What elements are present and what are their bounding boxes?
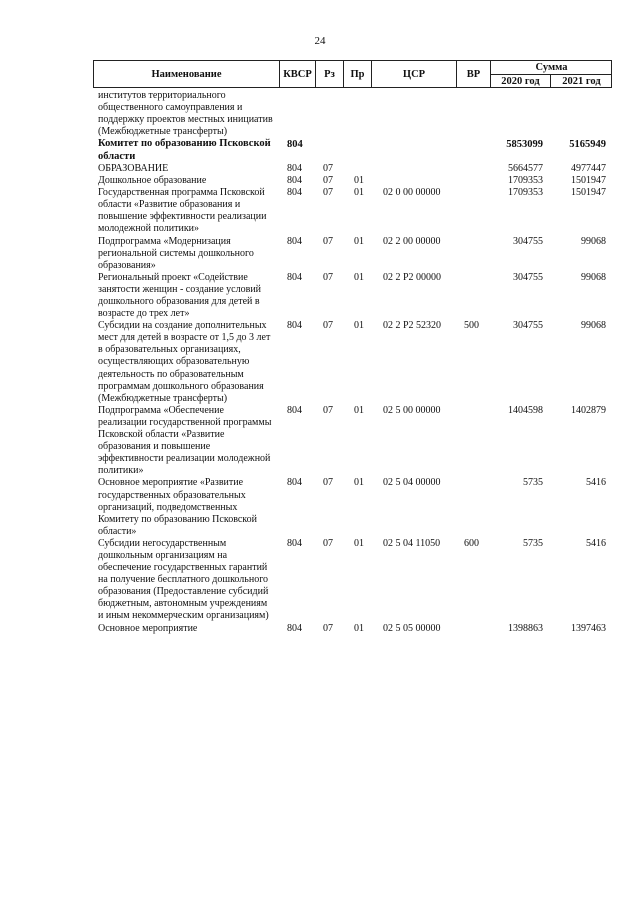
sum-2021-cell: 1402879 xyxy=(571,404,606,416)
pr-cell: 01 xyxy=(354,477,364,489)
sum-2020-cell: 5735 xyxy=(523,537,543,549)
pr-cell: 01 xyxy=(354,271,364,283)
sum-2021-cell: 5416 xyxy=(586,477,606,489)
header-name: Наименование xyxy=(94,61,280,87)
rz-cell: 07 xyxy=(323,271,333,283)
row-name: Дошкольное образование xyxy=(98,175,207,187)
sum-2020-cell: 1709353 xyxy=(508,175,543,187)
table-row xyxy=(0,405,640,478)
sum-2020-cell: 304755 xyxy=(513,271,543,283)
table-row xyxy=(0,623,640,635)
row-name: Основное мероприятие xyxy=(98,622,198,634)
kvsr-cell: 804 xyxy=(287,175,302,187)
sum-2020-cell: 1404598 xyxy=(508,404,543,416)
pr-cell: 01 xyxy=(354,187,364,199)
sum-2021-cell: 99068 xyxy=(581,271,606,283)
sum-2020-cell: 5735 xyxy=(523,477,543,489)
row-name: Подпрограмма «Обеспечение реализации государственной программы Псковской области «Развитие образования и повышение эффективности реализации молодежной политики» xyxy=(98,404,272,477)
sum-2021-cell: 1501947 xyxy=(571,175,606,187)
row-name: Государственная программа Псковской области «Развитие образования и повышение эффективности реализации молодежной политики» xyxy=(98,187,267,235)
kvsr-cell: 804 xyxy=(287,320,302,332)
sum-2020-cell: 5664577 xyxy=(508,162,543,174)
pr-cell: 01 xyxy=(354,537,364,549)
table-row xyxy=(0,320,640,405)
sum-2021-cell: 1501947 xyxy=(571,187,606,199)
row-name: Субсидии негосударственным дошкольным организациям на обеспечение государственных гарантий на получение бесплатного дошкольного образования (Предоставление субсидий бюджетным, автономным учреждениям и иным некоммерческим организациям) xyxy=(98,537,269,622)
csr-cell: 02 2 P2 00000 xyxy=(383,271,442,283)
table-header xyxy=(93,60,612,88)
table-row xyxy=(0,187,640,235)
kvsr-cell: 804 xyxy=(287,235,302,247)
header-year-2021: 2021 год xyxy=(562,76,601,87)
header-rz: Рз xyxy=(316,61,344,87)
rz-cell: 07 xyxy=(323,187,333,199)
kvsr-cell: 804 xyxy=(287,537,302,549)
pr-cell: 01 xyxy=(354,175,364,187)
csr-cell: 02 2 P2 52320 xyxy=(383,320,442,332)
page-number: 24 xyxy=(314,35,326,47)
header-vr: ВР xyxy=(457,61,491,87)
sum-2020-cell: 304755 xyxy=(513,320,543,332)
row-name: Подпрограмма «Модернизация региональной системы дошкольного образования» xyxy=(98,235,254,271)
sum-2021-cell: 99068 xyxy=(581,320,606,332)
csr-cell: 02 5 00 00000 xyxy=(383,404,441,416)
table-row xyxy=(0,175,640,187)
table-row xyxy=(0,138,640,163)
pr-cell: 01 xyxy=(354,320,364,332)
header-csr: ЦСР xyxy=(372,61,457,87)
row-name: Субсидии на создание дополнительных мест для детей в возрасте от 1,5 до 3 лет в образовательных организациях, осуществляющих образовательную деятельность по образовательным программам дошкольного образования (Межбюджетные трансферты) xyxy=(98,320,271,404)
row-name: Комитет по образованию Псковской области xyxy=(98,138,271,162)
sum-2021-cell: 99068 xyxy=(581,235,606,247)
sum-2021-cell: 4977447 xyxy=(571,162,606,174)
row-name: институтов территориального общественного самоуправления и поддержку проектов местных инициатив (Межбюджетные трансферты) xyxy=(98,90,273,138)
pr-cell: 01 xyxy=(354,404,364,416)
vr-cell: 600 xyxy=(464,537,479,549)
row-name: Региональный проект «Содействие занятости женщин - создание условий дошкольного образования для детей в возрасте до трех лет» xyxy=(98,271,262,320)
sum-2021-cell: 5165949 xyxy=(569,139,606,151)
csr-cell: 02 5 04 11050 xyxy=(383,537,441,549)
header-pr: Пр xyxy=(344,61,372,87)
sum-2020-cell: 5853099 xyxy=(506,139,543,151)
row-name: ОБРАЗОВАНИЕ xyxy=(98,162,169,174)
rz-cell: 07 xyxy=(323,175,333,187)
kvsr-cell: 804 xyxy=(287,477,302,489)
header-year-2020: 2020 год xyxy=(491,75,551,88)
row-name: Основное мероприятие «Развитие государственных образовательных организаций, подведомственных Комитету по образованию Псковской области» xyxy=(98,477,257,537)
rz-cell: 07 xyxy=(323,162,333,174)
csr-cell: 02 0 00 00000 xyxy=(383,187,441,199)
header-sum: Сумма xyxy=(491,61,612,75)
table-row xyxy=(0,90,640,138)
rz-cell: 07 xyxy=(323,404,333,416)
rz-cell: 07 xyxy=(323,537,333,549)
table-row xyxy=(0,477,640,537)
rz-cell: 07 xyxy=(323,320,333,332)
kvsr-cell: 804 xyxy=(287,622,302,634)
sum-2020-cell: 304755 xyxy=(513,235,543,247)
pr-cell: 01 xyxy=(354,622,364,634)
kvsr-cell: 804 xyxy=(287,139,303,151)
table-row xyxy=(0,272,640,320)
kvsr-cell: 804 xyxy=(287,404,302,416)
table-row xyxy=(0,236,640,272)
rz-cell: 07 xyxy=(323,477,333,489)
sum-2021-cell: 5416 xyxy=(586,537,606,549)
kvsr-cell: 804 xyxy=(287,162,302,174)
rz-cell: 07 xyxy=(323,235,333,247)
table-body xyxy=(0,90,640,635)
sum-2021-cell: 1397463 xyxy=(571,622,606,634)
csr-cell: 02 2 00 00000 xyxy=(383,235,441,247)
table-row xyxy=(0,538,640,623)
rz-cell: 07 xyxy=(323,622,333,634)
sum-2020-cell: 1709353 xyxy=(508,187,543,199)
csr-cell: 02 5 05 00000 xyxy=(383,622,441,634)
csr-cell: 02 5 04 00000 xyxy=(383,477,441,489)
vr-cell: 500 xyxy=(464,320,479,332)
kvsr-cell: 804 xyxy=(287,187,302,199)
table-row xyxy=(0,163,640,175)
sum-2020-cell: 1398863 xyxy=(508,622,543,634)
kvsr-cell: 804 xyxy=(287,271,302,283)
header-sum-group xyxy=(491,61,612,87)
header-kvsr: КВСР xyxy=(280,61,316,87)
pr-cell: 01 xyxy=(354,235,364,247)
